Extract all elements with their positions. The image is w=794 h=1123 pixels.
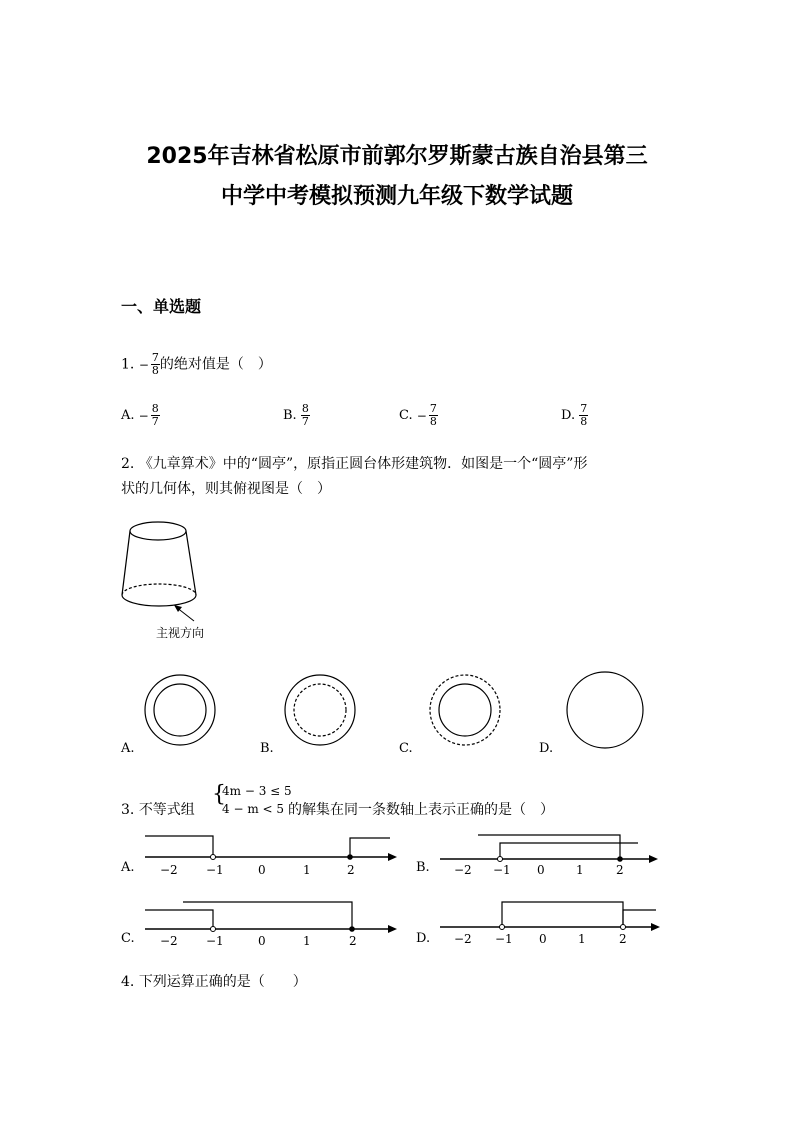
svg-text:0: 0: [258, 934, 266, 948]
svg-text:−2: −2: [454, 932, 472, 946]
section-heading: 一、单选题: [121, 297, 202, 316]
svg-text:0: 0: [258, 863, 266, 877]
number-line-b: [438, 830, 663, 878]
svg-text:−2: −2: [160, 934, 178, 948]
q3-option-b-label[interactable]: B.: [416, 860, 430, 875]
option-b-figure: [285, 675, 355, 745]
svg-text:0: 0: [539, 932, 547, 946]
svg-text:0: 0: [537, 863, 545, 877]
svg-text:2: 2: [349, 934, 357, 948]
q2-option-d-label[interactable]: D.: [539, 741, 554, 756]
view-direction-label: 主视方向: [156, 626, 205, 640]
option-a[interactable]: A. − $\frac{8}{7}$: [121, 402, 159, 428]
option-d-figure: [567, 672, 643, 748]
q2-option-b-label[interactable]: B.: [260, 741, 274, 756]
svg-text:−2: −2: [160, 863, 178, 877]
svg-text:1: 1: [303, 863, 311, 877]
q3-option-a-label[interactable]: A.: [121, 860, 135, 875]
svg-text:2: 2: [616, 863, 624, 877]
question-number: 1.: [121, 356, 135, 373]
question-4: 4. 下列运算正确的是（ ）: [121, 974, 307, 990]
number-line-a: [143, 832, 401, 878]
number-line-d: [438, 896, 666, 948]
svg-text:−1: −1: [495, 932, 513, 946]
svg-text:2: 2: [347, 863, 355, 877]
option-b[interactable]: B. $\frac{8}{7}$: [283, 402, 309, 428]
inequality-2: 4 − m < 5: [222, 802, 285, 816]
inequality-1: 4m − 3 ≤ 5: [222, 784, 292, 798]
question-stem: 的绝对值是（ ）: [159, 356, 272, 373]
page-title-line1: 2025年吉林省松原市前郭尔罗斯蒙古族自治县第三: [146, 144, 648, 169]
fraction: $\frac{7}{8}$: [151, 351, 159, 377]
minus-sign: −: [138, 357, 149, 372]
svg-text:1: 1: [576, 863, 584, 877]
svg-text:1: 1: [578, 932, 586, 946]
brace: {: [212, 782, 226, 807]
q3-option-d-label[interactable]: D.: [416, 931, 431, 946]
q2-option-a-label[interactable]: A.: [121, 741, 135, 756]
q3-option-c-label[interactable]: C.: [121, 931, 135, 946]
question-2-line2: 状的几何体，则其俯视图是（ ）: [121, 481, 331, 497]
q2-option-c-label[interactable]: C.: [399, 741, 413, 756]
svg-text:−2: −2: [454, 863, 472, 877]
option-d[interactable]: D. $\frac{7}{8}$: [561, 402, 588, 428]
svg-text:−1: −1: [493, 863, 511, 877]
svg-text:2: 2: [619, 932, 627, 946]
option-c-figure: [430, 675, 500, 745]
svg-text:1: 1: [303, 934, 311, 948]
option-c[interactable]: C. − $\frac{7}{8}$: [399, 402, 437, 428]
option-a-figure: [145, 675, 215, 745]
svg-text:−1: −1: [206, 863, 224, 877]
question-1: [121, 352, 272, 377]
question-3-prefix: 3. 不等式组: [121, 802, 195, 818]
number-line-c: [143, 898, 401, 948]
question-2-line1: 2. 《九章算术》中的“圆亭”，原指正圆台体形建筑物．如图是一个“圆亭”形: [121, 456, 588, 472]
question-3-suffix: 的解集在同一条数轴上表示正确的是（ ）: [288, 802, 554, 818]
svg-text:−1: −1: [206, 934, 224, 948]
page-title-line2: 中学中考模拟预测九年级下数学试题: [220, 184, 573, 209]
